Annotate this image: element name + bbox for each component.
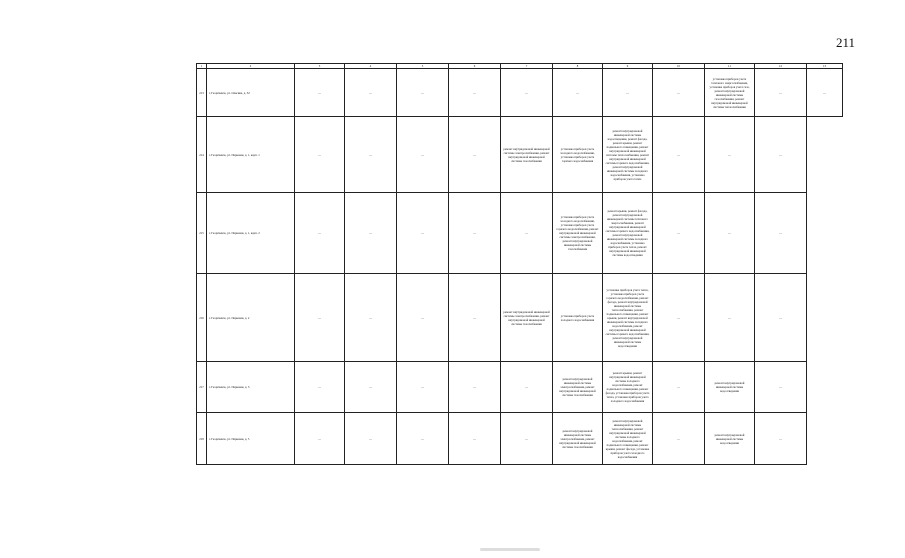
work-description-cell: установка приборов учета тепла, установка приборов учета горячего водоснабжения, ремонт фасада, ремонт внутридомовой инженерной системы теплоснабжения, ремонт подвального помещения, ремонт крыши, ремонт внутридомовой инженерной системы холодного водоснабжения, ремонт внутридомовой инженерной системы горячего водоснабжения, ремонт внутридомовой инженерной системы водоотведения	[603, 274, 653, 362]
empty-cell: —	[755, 413, 807, 465]
work-description-cell: ремонт внутридомовой инженерной системы электроснабжения, ремонт внутридомовой инженерной системы газоснабжения	[501, 274, 553, 362]
address-cell: г. Георгиевск, ул. Парковая, д. 1, корп. 2	[207, 193, 295, 274]
empty-cell: —	[345, 362, 397, 413]
work-description-cell: ремонт внутридомовой инженерной системы водоотведения	[705, 413, 755, 465]
empty-cell: —	[653, 362, 705, 413]
column-number: 13	[807, 64, 843, 69]
empty-cell: —	[705, 117, 755, 193]
empty-cell: —	[449, 362, 501, 413]
empty-cell: —	[295, 413, 345, 465]
empty-cell: —	[653, 69, 705, 117]
empty-cell: —	[755, 117, 807, 193]
empty-cell: —	[397, 69, 449, 117]
column-number: 7	[501, 64, 553, 69]
empty-cell: —	[755, 69, 807, 117]
empty-cell: —	[449, 117, 501, 193]
empty-cell: —	[295, 362, 345, 413]
empty-cell: —	[705, 274, 755, 362]
work-description-cell: ремонт внутридомовой инженерной системы теплоснабжения, ремонт внутридомовой инженерной системы холодного водоснабжения, ремонт подвального помещения, ремонт крыши, ремонт фасада, установка приборов учета холодного водоснабжения	[603, 413, 653, 465]
row-number: 213	[197, 69, 207, 117]
empty-cell: —	[553, 69, 603, 117]
empty-cell: —	[653, 193, 705, 274]
work-description-cell: ремонт крыши, ремонт внутридомовой инженерной системы холодного водоснабжения, ремонт подвального помещения, ремонт фасада, установка приборов учета тепла, установка приборов учета холодного водоснабжения	[603, 362, 653, 413]
empty-cell: —	[449, 274, 501, 362]
table-row	[197, 193, 843, 274]
column-number: 12	[755, 64, 807, 69]
empty-cell: —	[449, 413, 501, 465]
column-number: 9	[603, 64, 653, 69]
address-cell: г. Георгиевск, ул. Парковая, д. 3	[207, 362, 295, 413]
column-number: 1	[197, 64, 207, 69]
address-cell: г. Георгиевск, ул. Парковая, д. 5	[207, 413, 295, 465]
work-description-cell: ремонт внутридомовой инженерной системы электроснабжения, ремонт внутридомовой инженерной системы газоснабжения	[553, 413, 603, 465]
column-number: 10	[653, 64, 705, 69]
address-cell: г. Георгиевск, ул. Парковая, д. 1, корп. 1	[207, 117, 295, 193]
row-number: 214	[197, 117, 207, 193]
empty-cell: —	[397, 362, 449, 413]
empty-cell: —	[295, 274, 345, 362]
work-description-cell: установка приборов учета теплового энергоснабжения, установка приборов учета газа, ремонт внутридомовой инженерной системы газоснабжения, ремонт внутридомовой инженерной системы теплоснабжения	[705, 69, 755, 117]
empty-cell: —	[295, 117, 345, 193]
empty-cell: —	[295, 69, 345, 117]
row-number: 217	[197, 362, 207, 413]
empty-cell: —	[449, 69, 501, 117]
row-number: 216	[197, 274, 207, 362]
empty-cell: —	[345, 193, 397, 274]
empty-cell: —	[397, 193, 449, 274]
empty-cell: —	[755, 362, 807, 413]
work-description-cell: ремонт крыши, ремонт фасада, ремонт внутридомовой инженерной системы теплового энергоснабжения, ремонт внутридомовой инженерной системы горячего водоснабжения, ремонт внутридомовой инженерной системы холодного водоснабжения, установка приборов учета тепла, ремонт внутридомовой инженерной системы водоотведения	[603, 193, 653, 274]
empty-cell: —	[653, 413, 705, 465]
works-table	[196, 63, 843, 465]
empty-cell: —	[653, 274, 705, 362]
column-number: 2	[207, 64, 295, 69]
empty-cell: —	[807, 69, 843, 117]
empty-cell: —	[501, 362, 553, 413]
column-number: 8	[553, 64, 603, 69]
empty-cell: —	[755, 193, 807, 274]
empty-cell: —	[705, 193, 755, 274]
address-cell: г. Георгиевск, ул. Ольгина, д. 32	[207, 69, 295, 117]
address-cell: г. Георгиевск, ул. Парковая, д. 2	[207, 274, 295, 362]
empty-cell: —	[397, 413, 449, 465]
column-number: 5	[397, 64, 449, 69]
empty-cell: —	[295, 193, 345, 274]
table-row	[197, 117, 843, 193]
column-number: 4	[345, 64, 397, 69]
empty-cell: —	[501, 193, 553, 274]
empty-cell: —	[345, 274, 397, 362]
work-description-cell: ремонт внутридомовой инженерной системы электроснабжения, ремонт внутридомовой инженерной системы газоснабжения	[501, 117, 553, 193]
empty-cell: —	[345, 413, 397, 465]
empty-cell: —	[449, 193, 501, 274]
table-row	[197, 413, 843, 465]
scan-artifact	[480, 548, 540, 551]
empty-cell: —	[345, 69, 397, 117]
empty-cell: —	[501, 413, 553, 465]
empty-cell: —	[603, 69, 653, 117]
empty-cell: —	[345, 117, 397, 193]
row-number: 218	[197, 413, 207, 465]
column-number: 6	[449, 64, 501, 69]
empty-cell: —	[397, 274, 449, 362]
work-description-cell: ремонт внутридомовой инженерной системы водоотведения, ремонт фасада, ремонт крыши, ремонт подвального помещения, ремонт внутридомовой инженерной системы теплоснабжения, ремонт внутридомовой инженерной системы горячего водоснабжения, ремонт внутридомовой инженерной системы холодного водоснабжения, установка приборов учета тепла	[603, 117, 653, 193]
page-number: 211	[836, 35, 856, 50]
column-number: 11	[705, 64, 755, 69]
empty-cell: —	[653, 117, 705, 193]
work-description-cell: установка приборов учета холодного водоснабжения, установка приборов учета горячего водоснабжения, ремонт внутридомовой инженерной системы электроснабжения, ремонт внутридомовой инженерной системы газоснабжения	[553, 193, 603, 274]
work-description-cell: установка приборов учета холодного водоснабжения, установка приборов учета горячего водоснабжения	[553, 117, 603, 193]
work-description-cell: ремонт внутридомовой инженерной системы водоотведения	[705, 362, 755, 413]
work-description-cell: установка приборов учета холодного водоснабжения	[553, 274, 603, 362]
empty-cell: —	[755, 274, 807, 362]
table-row	[197, 69, 843, 117]
empty-cell: —	[397, 117, 449, 193]
table-row	[197, 274, 843, 362]
table-row	[197, 362, 843, 413]
empty-cell: —	[501, 69, 553, 117]
row-number: 215	[197, 193, 207, 274]
work-description-cell: ремонт внутридомовой инженерной системы электроснабжения, ремонт внутридомовой инженерной системы газоснабжения	[553, 362, 603, 413]
column-number: 3	[295, 64, 345, 69]
